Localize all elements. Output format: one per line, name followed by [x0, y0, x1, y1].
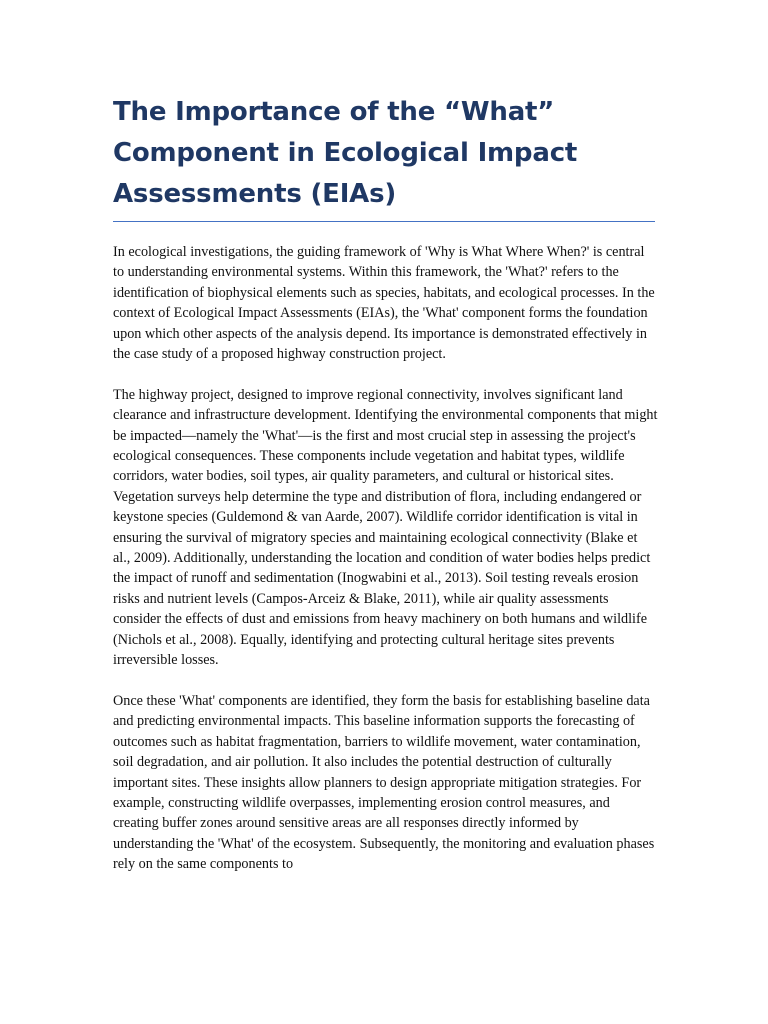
title-divider — [113, 221, 655, 222]
page-title: The Importance of the “What” Component in Ecological Impact Assessments (EIAs) — [113, 97, 578, 209]
paragraph-intro: In ecological investigations, the guiding framework of 'Why is What Where When?' is central to understanding environmental systems. Within this framework, the 'What?' refers to the identification of biophysical elements such as species, habitats, and ecological processes. In the context of Ecological Impact Assessments (EIAs), the 'What' component forms the foundation upon which other aspects of the analysis depend. Its importance is demonstrated effectively in the case study of a proposed highway construction project. — [113, 244, 655, 363]
paragraph-highway-project: The highway project, designed to improve regional connectivity, involves significant land clearance and infrastructure development. Identifying the environmental components that might be impacted—namely the 'What'—is the first and most crucial step in assessing the project's ecological consequences. These components include vegetation and habitat types, wildlife corridors, water bodies, soil types, air quality parameters, and cultural or historical sites. Vegetation surveys help determine the type and distribution of flora, including endangered or keystone species (Guldemond & van Aarde, 2007). Wildlife corridor identification is vital in ensuring the survival of migratory species and maintaining ecological connectivity (Blake et al., 2009). Additionally, understanding the location and condition of water bodies helps predict the impact of runoff and sedimentation (Inogwabini et al., 2013). Soil testing reveals erosion risks and nutrient levels (Campos-Arceiz & Blake, 2011), while air quality assessments consider the effects of dust and emissions from heavy machinery on both humans and wildlife (Nichols et al., 2008). Equally, identifying and protecting cultural heritage sites prevents irreversible losses. — [113, 386, 658, 669]
document-page — [113, 92, 658, 895]
paragraph-baseline-data: Once these 'What' components are identified, they form the basis for establishing baseline data and predicting environmental impacts. This baseline information supports the forecasting of outcomes such as habitat fragmentation, barriers to wildlife movement, water contamination, soil degradation, and air pollution. It also includes the potential destruction of culturally important sites. These insights allow planners to design appropriate mitigation strategies. For example, constructing wildlife overpasses, implementing erosion control measures, and creating buffer zones around sensitive areas are all responses directly informed by understanding the 'What' of the ecosystem. Subsequently, the monitoring and evaluation phases rely on the same components to — [113, 692, 655, 873]
